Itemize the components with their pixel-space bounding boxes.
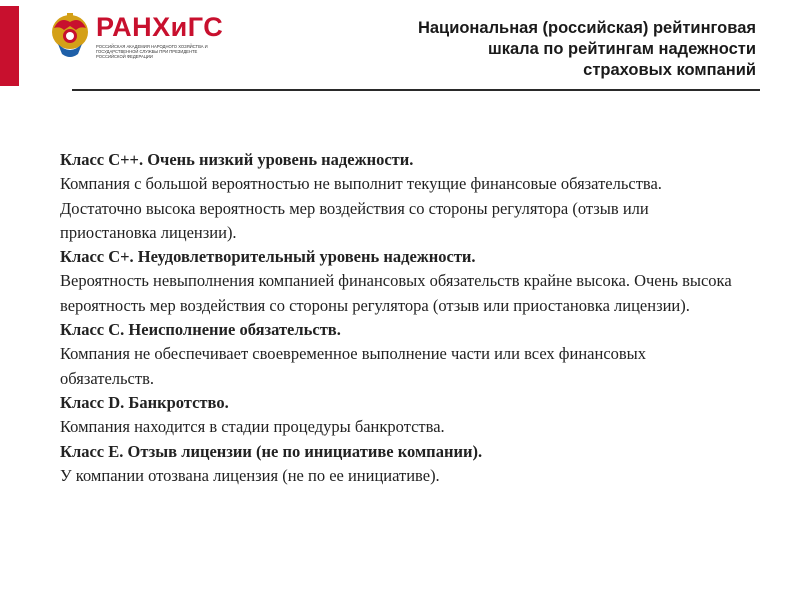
logo-subtitle: РОССИЙСКАЯ АКАДЕМИЯ НАРОДНОГО ХОЗЯЙСТВА И ГОСУДАРСТВЕННОЙ СЛУЖБЫ ПРИ ПРЕЗИДЕНТЕ РОССИЙСКОЙ ФЕДЕРАЦИИ (96, 44, 208, 59)
rating-class-c-plus (60, 245, 740, 318)
rating-class-c (60, 318, 740, 391)
rating-class-d (60, 391, 740, 440)
page-title-line-2: шкала по рейтингам надежности (488, 40, 756, 58)
class-description: Компания с большой вероятностью не выполнит текущие финансовые обязательства. Достаточно высока вероятность мер воздействия со стороны регулятора (отзыв или приостановка лицензии). (60, 174, 662, 242)
ranepa-logo (50, 10, 224, 70)
class-description: У компании отозвана лицензия (не по ее инициативе). (60, 465, 440, 485)
page-title (336, 18, 756, 81)
class-heading: Класс E. Отзыв лицензии (не по инициативе компании). (60, 441, 483, 461)
class-heading: Класс D. Банкротство. (60, 392, 229, 412)
class-heading: Класс С+. Неудовлетворительный уровень надежности. (60, 247, 476, 267)
page-title-line-3: страховых компаний (583, 61, 756, 79)
class-description: Вероятность невыполнения компанией финансовых обязательств крайне высока. Очень высока вероятность мер воздействия со стороны регулятора (отзыв или приостановка лицензии). (60, 271, 732, 315)
rating-classes-list (60, 148, 740, 488)
class-description: Компания не обеспечивает своевременное выполнение части или всех финансовых обязательств. (60, 344, 647, 388)
rating-class-c-plus-plus (60, 148, 740, 245)
logo-wordmark: РАНХиГС (96, 12, 224, 42)
class-heading: Класс С. Неисполнение обязательств. (60, 320, 341, 340)
class-heading: Класс С++. Очень низкий уровень надежности. (60, 150, 414, 169)
eagle-emblem-icon (50, 10, 90, 62)
page-title-line-1: Национальная (российская) рейтинговая (417, 19, 756, 37)
rating-class-e (60, 440, 740, 489)
brand-accent-bar (0, 6, 19, 86)
header-divider (72, 89, 760, 91)
class-description: Компания находится в стадии процедуры банкротства. (60, 417, 445, 437)
